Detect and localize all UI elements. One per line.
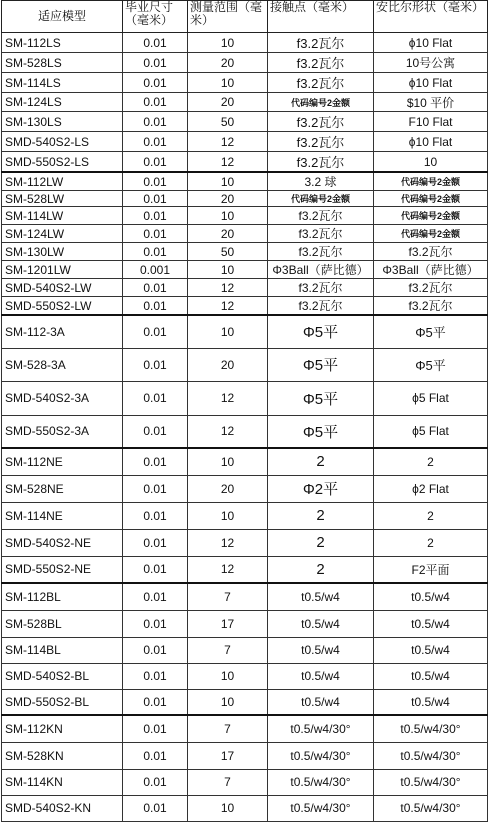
- table-row: [2, 172, 488, 191]
- range-cell: 12: [188, 132, 268, 152]
- model-cell: SM-114LS: [2, 73, 123, 93]
- resolution-cell: 0.01: [123, 112, 188, 132]
- resolution-cell: 0.01: [123, 769, 188, 795]
- resolution-cell: 0.01: [123, 225, 188, 243]
- model-cell: SM-112LS: [2, 33, 123, 53]
- resolution-cell: 0.01: [123, 475, 188, 502]
- resolution-cell: 0.01: [123, 297, 188, 316]
- range-cell: 12: [188, 279, 268, 297]
- model-cell: SMD-540S2-LW: [2, 279, 123, 297]
- contact-cell: Φ2平: [268, 475, 374, 502]
- anvil-cell: Φ3Ball（萨比德）: [374, 261, 488, 279]
- range-cell: 10: [188, 73, 268, 93]
- range-cell: 50: [188, 112, 268, 132]
- model-cell: SM-112NE: [2, 448, 123, 475]
- anvil-cell: Φ5平: [374, 315, 488, 348]
- anvil-cell: 代码编号2金额: [374, 191, 488, 207]
- anvil-cell: 10: [374, 152, 488, 173]
- anvil-cell: F2平面: [374, 556, 488, 583]
- spec-table: [1, 0, 488, 822]
- contact-cell: 2: [268, 556, 374, 583]
- contact-cell: 2: [268, 448, 374, 475]
- contact-cell: f3.2瓦尔: [268, 225, 374, 243]
- range-cell: 12: [188, 152, 268, 173]
- resolution-cell: 0.01: [123, 152, 188, 173]
- anvil-cell: t0.5/w4/30°: [374, 742, 488, 769]
- resolution-cell: 0.01: [123, 73, 188, 93]
- resolution-cell: 0.01: [123, 610, 188, 637]
- model-cell: SMD-540S2-LS: [2, 132, 123, 152]
- anvil-cell: 代码编号2金额: [374, 207, 488, 225]
- resolution-cell: 0.01: [123, 207, 188, 225]
- contact-cell: f3.2瓦尔: [268, 73, 374, 93]
- resolution-cell: 0.01: [123, 715, 188, 742]
- table-row: [2, 448, 488, 475]
- table-row: [2, 261, 488, 279]
- range-cell: 10: [188, 172, 268, 191]
- resolution-cell: 0.01: [123, 132, 188, 152]
- model-cell: SM-528NE: [2, 475, 123, 502]
- header-range: 测量范围（毫米）: [188, 1, 268, 33]
- range-cell: 12: [188, 297, 268, 316]
- range-cell: 12: [188, 381, 268, 415]
- contact-cell: 代码编号2金额: [268, 93, 374, 112]
- resolution-cell: 0.01: [123, 637, 188, 663]
- anvil-cell: ϕ5 Flat: [374, 415, 488, 448]
- model-cell: SMD-540S2-NE: [2, 529, 123, 556]
- contact-cell: f3.2瓦尔: [268, 112, 374, 132]
- resolution-cell: 0.01: [123, 529, 188, 556]
- anvil-cell: t0.5/w4: [374, 637, 488, 663]
- anvil-cell: ϕ2 Flat: [374, 475, 488, 502]
- contact-cell: Φ5平: [268, 348, 374, 381]
- anvil-cell: 代码编号2金额: [374, 172, 488, 191]
- model-cell: SMD-540S2-3A: [2, 381, 123, 415]
- anvil-cell: t0.5/w4/30°: [374, 769, 488, 795]
- anvil-cell: 2: [374, 502, 488, 529]
- contact-cell: t0.5/w4: [268, 663, 374, 689]
- model-cell: SM-130LS: [2, 112, 123, 132]
- table-row: [2, 663, 488, 689]
- table-row: [2, 348, 488, 381]
- range-cell: 12: [188, 529, 268, 556]
- table-row: [2, 475, 488, 502]
- anvil-cell: ϕ10 Flat: [374, 132, 488, 152]
- anvil-cell: F10 Flat: [374, 112, 488, 132]
- resolution-cell: 0.01: [123, 502, 188, 529]
- model-cell: SMD-550S2-3A: [2, 415, 123, 448]
- table-row: [2, 502, 488, 529]
- model-cell: SM-112KN: [2, 715, 123, 742]
- table-row: [2, 279, 488, 297]
- contact-cell: t0.5/w4: [268, 637, 374, 663]
- model-cell: SM-112BL: [2, 583, 123, 610]
- range-cell: 12: [188, 415, 268, 448]
- contact-cell: t0.5/w4/30°: [268, 715, 374, 742]
- resolution-cell: 0.01: [123, 53, 188, 73]
- resolution-cell: 0.01: [123, 191, 188, 207]
- contact-cell: f3.2瓦尔: [268, 53, 374, 73]
- model-cell: SM-112-3A: [2, 315, 123, 348]
- table-row: [2, 415, 488, 448]
- model-cell: SM-114KN: [2, 769, 123, 795]
- table-row: [2, 689, 488, 715]
- contact-cell: t0.5/w4: [268, 689, 374, 715]
- header-row: [2, 1, 488, 33]
- range-cell: 12: [188, 556, 268, 583]
- range-cell: 10: [188, 261, 268, 279]
- table-row: [2, 132, 488, 152]
- anvil-cell: Φ5平: [374, 348, 488, 381]
- contact-cell: t0.5/w4: [268, 583, 374, 610]
- model-cell: SMD-550S2-LS: [2, 152, 123, 173]
- resolution-cell: 0.01: [123, 381, 188, 415]
- table-row: [2, 795, 488, 821]
- range-cell: 7: [188, 769, 268, 795]
- resolution-cell: 0.01: [123, 689, 188, 715]
- contact-cell: f3.2瓦尔: [268, 132, 374, 152]
- range-cell: 10: [188, 207, 268, 225]
- range-cell: 10: [188, 663, 268, 689]
- table-row: [2, 315, 488, 348]
- model-cell: SMD-540S2-BL: [2, 663, 123, 689]
- contact-cell: 3.2 球: [268, 172, 374, 191]
- table-row: [2, 93, 488, 112]
- table-row: [2, 33, 488, 53]
- range-cell: 10: [188, 502, 268, 529]
- anvil-cell: ϕ5 Flat: [374, 381, 488, 415]
- table-row: [2, 243, 488, 261]
- contact-cell: 2: [268, 529, 374, 556]
- contact-cell: 代码编号2金额: [268, 191, 374, 207]
- resolution-cell: 0.001: [123, 261, 188, 279]
- contact-cell: f3.2瓦尔: [268, 279, 374, 297]
- contact-cell: f3.2瓦尔: [268, 33, 374, 53]
- model-cell: SM-528KN: [2, 742, 123, 769]
- model-cell: SM-114BL: [2, 637, 123, 663]
- header-anvil: 安比尔形状（毫米）: [374, 1, 488, 33]
- range-cell: 20: [188, 348, 268, 381]
- contact-cell: t0.5/w4: [268, 610, 374, 637]
- range-cell: 20: [188, 191, 268, 207]
- anvil-cell: f3.2瓦尔: [374, 243, 488, 261]
- resolution-cell: 0.01: [123, 415, 188, 448]
- range-cell: 20: [188, 475, 268, 502]
- anvil-cell: t0.5/w4: [374, 610, 488, 637]
- contact-cell: f3.2瓦尔: [268, 207, 374, 225]
- model-cell: SMD-550S2-LW: [2, 297, 123, 316]
- table-row: [2, 112, 488, 132]
- header-contact: 接触点（毫米）: [268, 1, 374, 33]
- anvil-cell: f3.2瓦尔: [374, 279, 488, 297]
- contact-cell: f3.2瓦尔: [268, 152, 374, 173]
- model-cell: SM-114LW: [2, 207, 123, 225]
- table-row: [2, 73, 488, 93]
- table-row: [2, 207, 488, 225]
- table-row: [2, 610, 488, 637]
- resolution-cell: 0.01: [123, 172, 188, 191]
- table-row: [2, 715, 488, 742]
- range-cell: 20: [188, 225, 268, 243]
- resolution-cell: 0.01: [123, 583, 188, 610]
- anvil-cell: t0.5/w4/30°: [374, 715, 488, 742]
- table-row: [2, 556, 488, 583]
- model-cell: SM-528-3A: [2, 348, 123, 381]
- range-cell: 10: [188, 315, 268, 348]
- anvil-cell: t0.5/w4: [374, 583, 488, 610]
- resolution-cell: 0.01: [123, 556, 188, 583]
- resolution-cell: 0.01: [123, 33, 188, 53]
- table-row: [2, 769, 488, 795]
- table-row: [2, 191, 488, 207]
- table-row: [2, 297, 488, 316]
- contact-cell: t0.5/w4/30°: [268, 795, 374, 821]
- table-row: [2, 742, 488, 769]
- range-cell: 20: [188, 93, 268, 112]
- model-cell: SM-130LW: [2, 243, 123, 261]
- resolution-cell: 0.01: [123, 93, 188, 112]
- resolution-cell: 0.01: [123, 663, 188, 689]
- model-cell: SM-528LS: [2, 53, 123, 73]
- range-cell: 10: [188, 795, 268, 821]
- resolution-cell: 0.01: [123, 348, 188, 381]
- anvil-cell: 代码编号2金额: [374, 225, 488, 243]
- range-cell: 7: [188, 715, 268, 742]
- contact-cell: f3.2瓦尔: [268, 297, 374, 316]
- anvil-cell: 10号公寓: [374, 53, 488, 73]
- anvil-cell: 2: [374, 448, 488, 475]
- model-cell: SMD-540S2-KN: [2, 795, 123, 821]
- anvil-cell: t0.5/w4: [374, 663, 488, 689]
- model-cell: SMD-550S2-NE: [2, 556, 123, 583]
- model-cell: SM-1201LW: [2, 261, 123, 279]
- table-row: [2, 152, 488, 173]
- contact-cell: Φ3Ball（萨比德）: [268, 261, 374, 279]
- resolution-cell: 0.01: [123, 279, 188, 297]
- table-row: [2, 637, 488, 663]
- anvil-cell: ϕ10 Flat: [374, 33, 488, 53]
- resolution-cell: 0.01: [123, 742, 188, 769]
- range-cell: 7: [188, 637, 268, 663]
- model-cell: SM-528LW: [2, 191, 123, 207]
- model-cell: SM-528BL: [2, 610, 123, 637]
- model-cell: SM-114NE: [2, 502, 123, 529]
- contact-cell: Φ5平: [268, 381, 374, 415]
- anvil-cell: 2: [374, 529, 488, 556]
- header-resolution: 毕业尺寸（毫米）: [123, 1, 188, 33]
- model-cell: SM-112LW: [2, 172, 123, 191]
- range-cell: 20: [188, 53, 268, 73]
- range-cell: 7: [188, 583, 268, 610]
- contact-cell: Φ5平: [268, 415, 374, 448]
- range-cell: 17: [188, 742, 268, 769]
- contact-cell: 2: [268, 502, 374, 529]
- model-cell: SM-124LS: [2, 93, 123, 112]
- anvil-cell: ϕ10 Flat: [374, 73, 488, 93]
- resolution-cell: 0.01: [123, 315, 188, 348]
- anvil-cell: t0.5/w4: [374, 689, 488, 715]
- header-model: 适应模型: [2, 1, 123, 33]
- table-row: [2, 53, 488, 73]
- contact-cell: f3.2瓦尔: [268, 243, 374, 261]
- contact-cell: t0.5/w4/30°: [268, 742, 374, 769]
- resolution-cell: 0.01: [123, 448, 188, 475]
- range-cell: 10: [188, 448, 268, 475]
- model-cell: SMD-550S2-BL: [2, 689, 123, 715]
- contact-cell: t0.5/w4/30°: [268, 769, 374, 795]
- contact-cell: Φ5平: [268, 315, 374, 348]
- range-cell: 50: [188, 243, 268, 261]
- anvil-cell: t0.5/w4/30°: [374, 795, 488, 821]
- anvil-cell: $10 平价: [374, 93, 488, 112]
- model-cell: SM-124LW: [2, 225, 123, 243]
- range-cell: 10: [188, 689, 268, 715]
- range-cell: 17: [188, 610, 268, 637]
- table-row: [2, 583, 488, 610]
- resolution-cell: 0.01: [123, 243, 188, 261]
- range-cell: 10: [188, 33, 268, 53]
- table-row: [2, 529, 488, 556]
- anvil-cell: f3.2瓦尔: [374, 297, 488, 316]
- resolution-cell: 0.01: [123, 795, 188, 821]
- table-row: [2, 225, 488, 243]
- table-row: [2, 381, 488, 415]
